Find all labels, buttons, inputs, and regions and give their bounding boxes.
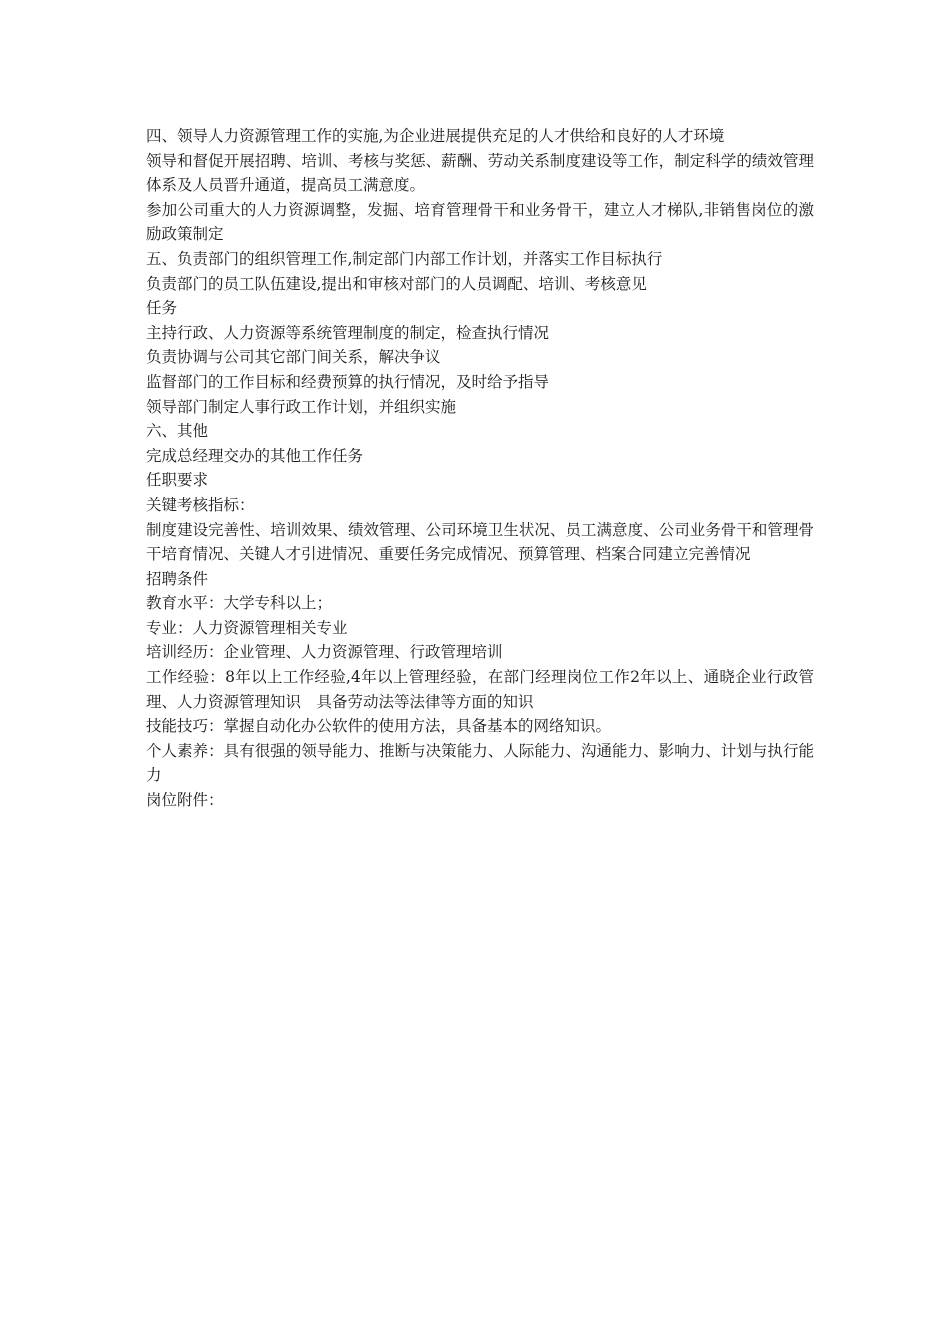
paragraph-tasks-heading: 任务	[146, 299, 178, 318]
paragraph-recruitment-training: 领导和督促开展招聘、培训、考核与奖惩、薪酬、劳动关系制度建设等工作，制定科学的绩效管理体系及人员晋升通道，提高员工满意度。	[146, 151, 814, 195]
paragraph-task-supervision: 监督部门的工作目标和经费预算的执行情况，及时给予指导	[146, 372, 550, 391]
paragraph-attachments: 岗位附件：	[146, 791, 224, 810]
paragraph-task-planning: 领导部门制定人事行政工作计划，并组织实施	[146, 397, 457, 416]
paragraph-kpi-list: 制度建设完善性、培训效果、绩效管理、公司环境卫生状况、员工满意度、公司业务骨干和管理骨干培育情况、关键人才引进情况、重要任务完成情况、预算管理、档案合同建立完善情况	[146, 520, 814, 564]
paragraph-section-five-heading: 五、负责部门的组织管理工作,制定部门内部工作计划，并落实工作目标执行	[146, 249, 663, 268]
paragraph-training-history: 培训经历：企业管理、人力资源管理、行政管理培训	[146, 643, 503, 662]
paragraph-hr-adjustment: 参加公司重大的人力资源调整，发掘、培育管理骨干和业务骨干，建立人才梯队,非销售岗位的激励政策制定	[146, 200, 814, 244]
paragraph-team-building: 负责部门的员工队伍建设,提出和审核对部门的人员调配、培训、考核意见	[146, 274, 647, 293]
paragraph-hiring-conditions-heading: 招聘条件	[146, 569, 209, 588]
document-body	[146, 124, 814, 813]
paragraph-kpi-heading: 关键考核指标：	[146, 495, 255, 514]
paragraph-section-six-heading: 六、其他	[146, 422, 209, 441]
paragraph-task-coordination: 负责协调与公司其它部门间关系，解决争议	[146, 348, 441, 367]
paragraph-requirements-heading: 任职要求	[146, 471, 209, 490]
paragraph-education: 教育水平：大学专科以上；	[146, 594, 333, 613]
paragraph-other-tasks: 完成总经理交办的其他工作任务	[146, 446, 364, 465]
paragraph-major: 专业：人力资源管理相关专业	[146, 618, 348, 637]
paragraph-work-experience: 工作经验：8年以上工作经验,4年以上管理经验，在部门经理岗位工作2年以上、通晓企业行政管理、人力资源管理知识 具备劳动法等法律等方面的知识	[146, 668, 814, 711]
paragraph-section-four-heading: 四、领导人力资源管理工作的实施,为企业进展提供充足的人才供给和良好的人才环境	[146, 127, 725, 145]
paragraph-personal-qualities: 个人素养：具有很强的领导能力、推断与决策能力、人际能力、沟通能力、影响力、计划与执行能力	[146, 741, 814, 785]
paragraph-skills: 技能技巧：掌握自动化办公软件的使用方法，具备基本的网络知识。	[146, 717, 612, 736]
paragraph-task-policy: 主持行政、人力资源等系统管理制度的制定，检查执行情况	[146, 323, 550, 342]
